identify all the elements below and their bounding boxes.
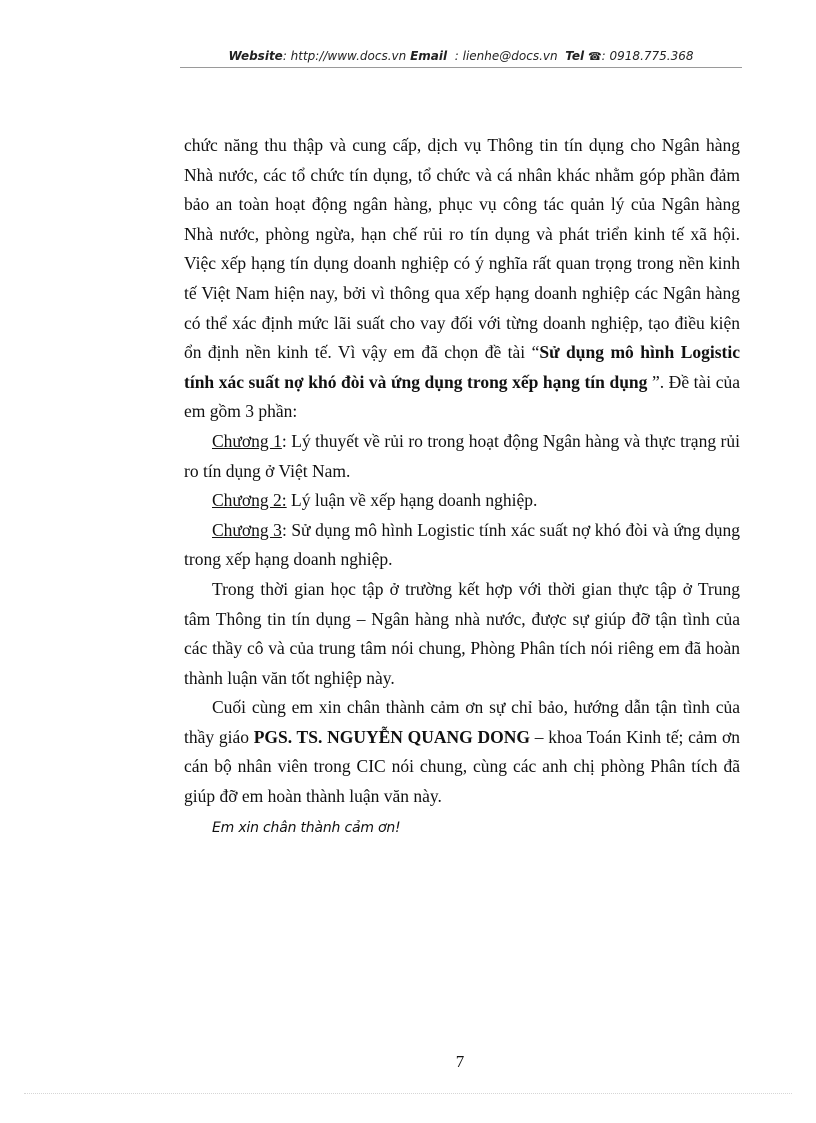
chapter-3-label: Chương 3 [212, 519, 282, 540]
document-body [184, 131, 740, 843]
website-label: Website [228, 49, 283, 63]
chapter-2-text: Lý luận về xếp hạng doanh nghiệp. [286, 490, 538, 511]
page-header [180, 47, 742, 68]
email-label: Email [410, 49, 448, 63]
chapter-2-item [184, 486, 740, 516]
chapter-1-item [184, 427, 740, 486]
phone-icon: ☎ [587, 50, 602, 63]
chapter-3-text: : Sử dụng mô hình Logistic tính xác suất nợ khó đòi và ứng dụng trong xếp hạng doanh nghiệp. [184, 519, 740, 570]
tel-label: Tel [565, 49, 585, 63]
thanks-paragraph [184, 693, 740, 811]
chapter-3-item [184, 516, 740, 575]
closing-text: Em xin chân thành cảm ơn! [212, 819, 401, 836]
advisor-name: PGS. TS. NGUYỄN QUANG DONG [253, 726, 531, 747]
thesis-topic: Sử dụng mô hình Logistic tính xác suất nợ khó đòi và ứng dụng trong xếp hạng tín dụng [184, 342, 741, 392]
thanks-text-end: – khoa Toán Kinh tế; cảm ơn cán bộ nhân viên trong CIC nói chung, cùng các anh chị phòng Phân tích đã giúp đỡ em hoàn thành luận văn này. [184, 726, 740, 807]
intro-paragraph [184, 131, 740, 427]
footer-divider [24, 1093, 792, 1094]
chapter-1-text: : Lý thuyết về rủi ro trong hoạt động Ngân hàng và thực trạng rủi ro tín dụng ở Việt Nam. [184, 430, 740, 481]
tel-number: : 0918.775.368 [601, 49, 694, 63]
chapter-2-label: Chương 2: [212, 490, 287, 511]
chapter-1-label: Chương 1 [212, 430, 282, 451]
internship-paragraph: Trong thời gian học tập ở trường kết hợp với thời gian thực tập ở Trung tâm Thông tin tín dụng – Ngân hàng nhà nước, được sự giúp đỡ tận tình của các thầy cô và của trung tâm nói chung, Phòng Phân tích nói riêng em đã hoàn thành luận văn tốt nghiệp này. [184, 578, 740, 688]
intro-text: chức năng thu thập và cung cấp, dịch vụ Thông tin tín dụng cho Ngân hàng Nhà nước, các tổ chức tín dụng, tổ chức và cá nhân khác nhằm góp phần đảm bảo an toàn hoạt động ngân hàng, phục vụ công tác quản lý của Ngân hàng Nhà nước, phòng ngừa, hạn chế rủi ro tín dụng và phát triển kinh tế xã hội. Việc xếp hạng tín dụng doanh nghiệp có ý nghĩa rất quan trọng trong nền kinh tế Việt Nam hiện nay, bởi vì thông qua xếp hạng doanh nghiệp các Ngân hàng có thể xác định mức lãi suất cho vay đối với từng doanh nghiệp, tạo điều kiện ổn định nền kinh tế. Vì vậy em đã chọn đề tài “ [184, 135, 740, 363]
intro-text-end: ”. Đề tài của em gồm 3 phần: [184, 371, 740, 422]
thanks-text: Cuối cùng em xin chân thành cảm ơn sự chỉ bảo, hướng dẫn tận tình của thầy giáo [184, 697, 740, 747]
email-address: : lienhe@docs.vn [450, 49, 558, 63]
page-number: 7 [455, 1052, 465, 1071]
closing-line [184, 812, 740, 844]
website-url: : http://www.docs.vn [282, 49, 407, 63]
